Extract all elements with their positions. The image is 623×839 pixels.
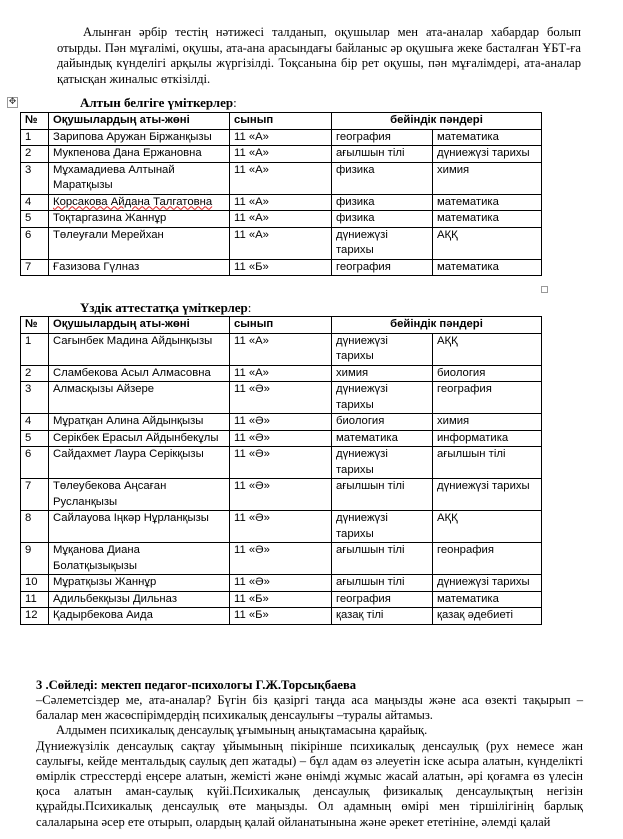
cell-subject-1: дүниежүзі тарихы: [332, 382, 433, 414]
header-class: сынып: [230, 113, 332, 130]
cell-subject-1: дүниежүзі тарихы: [332, 333, 433, 365]
cell-subject-1: биология: [332, 414, 433, 431]
cell-num: 3: [21, 162, 49, 194]
table-row: [21, 447, 542, 479]
gold-medal-caption: [80, 95, 237, 111]
cell-class: 11 «А»: [230, 129, 332, 146]
cell-class: 11 «Ә»: [230, 382, 332, 414]
cell-subject-1: ағылшын тілі: [332, 575, 433, 592]
cell-name: Ғазизова Гүлназ: [49, 259, 230, 276]
table-row: [21, 591, 542, 608]
cell-num: 6: [21, 227, 49, 259]
cell-subject-1: география: [332, 259, 433, 276]
cell-class: 11 «Ә»: [230, 414, 332, 431]
excellent-caption-colon: :: [247, 300, 252, 315]
cell-num: 3: [21, 382, 49, 414]
cell-subject-2: химия: [433, 414, 542, 431]
excellent-certificate-caption: [80, 300, 251, 316]
table-header-row: [21, 317, 542, 334]
cell-num: 2: [21, 365, 49, 382]
cell-num: 12: [21, 608, 49, 625]
cell-subject-2: математика: [433, 211, 542, 228]
cell-num: 9: [21, 543, 49, 575]
cell-class: 11 «Ә»: [230, 575, 332, 592]
cell-name: Мукпенова Дана Ержановна: [49, 146, 230, 163]
spellcheck-flagged-name: Корсакова Айдана Талгатовна: [53, 195, 213, 208]
table-row: [21, 194, 542, 211]
cell-subject-2: дүниежүзі тарихы: [433, 146, 542, 163]
header-class: сынып: [230, 317, 332, 334]
cell-class: 11 «Ә»: [230, 430, 332, 447]
cell-num: 7: [21, 259, 49, 276]
cell-num: 1: [21, 129, 49, 146]
cell-subject-2: география: [433, 382, 542, 414]
table-row: [21, 608, 542, 625]
cell-name: Сайдахмет Лаура Серікқызы: [49, 447, 230, 479]
cell-name: Адильбекқызы Дильназ: [49, 591, 230, 608]
cell-class: 11 «А»: [230, 333, 332, 365]
cell-num: 6: [21, 447, 49, 479]
cell-subject-1: география: [332, 591, 433, 608]
cell-num: 1: [21, 333, 49, 365]
table-row: [21, 129, 542, 146]
cell-subject-2: АҚҚ: [433, 511, 542, 543]
cell-class: 11 «Ә»: [230, 511, 332, 543]
table-row: [21, 365, 542, 382]
cell-subject-2: геонрафия: [433, 543, 542, 575]
cell-subject-1: ағылшын тілі: [332, 479, 433, 511]
table-row: [21, 146, 542, 163]
cell-name: Мұқанова Диана Болатқызықызы: [49, 543, 230, 575]
cell-subject-1: дүниежүзі тарихы: [332, 227, 433, 259]
cell-name: [49, 194, 230, 211]
cell-class: 11 «А»: [230, 365, 332, 382]
cell-subject-1: математика: [332, 430, 433, 447]
cell-class: 11 «Ә»: [230, 447, 332, 479]
table-header-row: [21, 113, 542, 130]
cell-name: Сайлауова Іңкәр Нұрланқызы: [49, 511, 230, 543]
header-subjects: бейіндік пәндері: [332, 317, 542, 334]
cell-subject-1: ағылшын тілі: [332, 146, 433, 163]
header-name: Оқушылардың аты-жөні: [49, 113, 230, 130]
speech-paragraph: –Сәлеметсіздер ме, ата-аналар? Бүгін біз қазіргі таңда аса маңызды және аса өзекті тақырып – балалар мен жасөспірімдердің психикалық денсаулығы –туралы айтамыз.: [36, 693, 583, 723]
cell-class: 11 «Ә»: [230, 479, 332, 511]
cell-subject-1: химия: [332, 365, 433, 382]
cell-num: 10: [21, 575, 49, 592]
cell-subject-2: информатика: [433, 430, 542, 447]
table-row: [21, 382, 542, 414]
speech-paragraph: Дүниежүзілік денсаулық сақтау ұйымының пікірінше психикалық денсаулық (рух немесе жан саулығы, кейде ментальдық саулық деп жатады) – бұл адам өз әлеуетін іске асыра алатын, күнделікті өмірлік стресстерді еңсере алатын, жемісті және өнімді жұмыс жасай алатын, әрі қоғамға өз үлесін қоса алатын аман-саулық күйі.Психикалық денсаулық физикалық денсаулықтың негізін құрайды.Психикалық денсаулық өте маңызды. Ол адамның өмірі мен тіршілігінің барлық салаларына әсер ете отырып, олардың қалай ойланатынына және әрекет ететініне, әлемді қалай: [36, 738, 583, 829]
cell-name: Төлеуғали Мерейхан: [49, 227, 230, 259]
cell-subject-2: биология: [433, 365, 542, 382]
cell-subject-2: ағылшын тілі: [433, 447, 542, 479]
header-subjects: бейіндік пәндері: [332, 113, 542, 130]
header-name: Оқушылардың аты-жөні: [49, 317, 230, 334]
table-row: [21, 211, 542, 228]
table-row: [21, 333, 542, 365]
cell-name: Қадырбекова Аида: [49, 608, 230, 625]
table-row: [21, 162, 542, 194]
cell-name: Зарипова Аружан Біржанқызы: [49, 129, 230, 146]
cell-class: 11 «Б»: [230, 259, 332, 276]
table-row: [21, 479, 542, 511]
cell-name: Мұратқызы Жаннұр: [49, 575, 230, 592]
cell-class: 11 «А»: [230, 162, 332, 194]
speech-heading: 3 .Сөйледі: мектеп педагог-психологы Г.Ж.Торсықбаева: [36, 678, 357, 692]
table-row: [21, 414, 542, 431]
cell-subject-2: дүниежүзі тарихы: [433, 575, 542, 592]
cell-subject-2: АҚҚ: [433, 227, 542, 259]
cell-subject-2: математика: [433, 194, 542, 211]
cell-class: 11 «А»: [230, 227, 332, 259]
cell-subject-2: математика: [433, 129, 542, 146]
cell-num: 7: [21, 479, 49, 511]
cell-subject-2: математика: [433, 259, 542, 276]
table-move-handle-icon[interactable]: ✥: [8, 97, 17, 107]
cell-class: 11 «А»: [230, 194, 332, 211]
table-row: [21, 543, 542, 575]
table-row: [21, 511, 542, 543]
cell-subject-2: дүниежүзі тарихы: [433, 479, 542, 511]
gold-caption-colon: :: [233, 95, 237, 110]
intro-paragraph: Алынған әрбір тестің нәтижесі талданып, оқушылар мен ата-аналар хабардар болып отырды. Пән мұғалімі, оқушы, ата-ана арасындағы байланыс әр оқушыға жеке басталған ҰБТ-ға дайындық күнделігі арқылы жүргізілді. Тоқсанына бір рет оқушы, пән мұғалімдері, ата-аналар қатысқан жиналыс өткізілді.: [57, 25, 581, 86]
cell-subject-2: математика: [433, 591, 542, 608]
cell-num: 11: [21, 591, 49, 608]
cell-name: Сламбекова Асыл Алмасовна: [49, 365, 230, 382]
cell-num: 5: [21, 211, 49, 228]
cell-num: 4: [21, 194, 49, 211]
gold-medal-table: [20, 112, 542, 276]
cell-class: 11 «А»: [230, 211, 332, 228]
cell-subject-2: химия: [433, 162, 542, 194]
cell-num: 8: [21, 511, 49, 543]
gold-caption-text: Алтын белгіге үміткерлер: [80, 95, 234, 110]
table-row: [21, 259, 542, 276]
header-num: №: [21, 317, 49, 334]
cell-class: 11 «Ә»: [230, 543, 332, 575]
cell-name: Төлеубекова Аңсаған Русланқызы: [49, 479, 230, 511]
cell-subject-2: АҚҚ: [433, 333, 542, 365]
cell-subject-2: қазақ әдебиеті: [433, 608, 542, 625]
table-row: [21, 575, 542, 592]
cell-subject-1: дүниежүзі тарихы: [332, 511, 433, 543]
cell-subject-1: физика: [332, 211, 433, 228]
cell-num: 5: [21, 430, 49, 447]
cell-name: Мұхамадиева Алтынай Маратқызы: [49, 162, 230, 194]
cell-name: Мұратқан Алина Айдынқызы: [49, 414, 230, 431]
cell-subject-1: география: [332, 129, 433, 146]
cell-class: 11 «Б»: [230, 591, 332, 608]
cell-subject-1: физика: [332, 194, 433, 211]
excellent-caption-text: Үздік аттестатқа үміткерлер: [80, 300, 248, 315]
table-row: [21, 227, 542, 259]
cell-num: 4: [21, 414, 49, 431]
header-num: №: [21, 113, 49, 130]
cell-name: Серікбек Ерасыл Айдынбекұлы: [49, 430, 230, 447]
cell-num: 2: [21, 146, 49, 163]
cell-subject-1: ағылшын тілі: [332, 543, 433, 575]
cell-name: Сағынбек Мадина Айдынқызы: [49, 333, 230, 365]
cell-class: 11 «А»: [230, 146, 332, 163]
speech-body: [36, 693, 583, 830]
cell-name: Алмасқызы Айзере: [49, 382, 230, 414]
speech-paragraph: Алдымен психикалық денсаулық ұғымының анықтамасына қарайық.: [56, 723, 428, 738]
cell-class: 11 «Б»: [230, 608, 332, 625]
excellent-certificate-table: [20, 316, 542, 625]
table-row: [21, 430, 542, 447]
table-resize-handle[interactable]: [541, 286, 548, 293]
cell-subject-1: физика: [332, 162, 433, 194]
cell-name: Тоқтаргазина Жаннұр: [49, 211, 230, 228]
cell-subject-1: қазақ тілі: [332, 608, 433, 625]
cell-subject-1: дүниежүзі тарихы: [332, 447, 433, 479]
